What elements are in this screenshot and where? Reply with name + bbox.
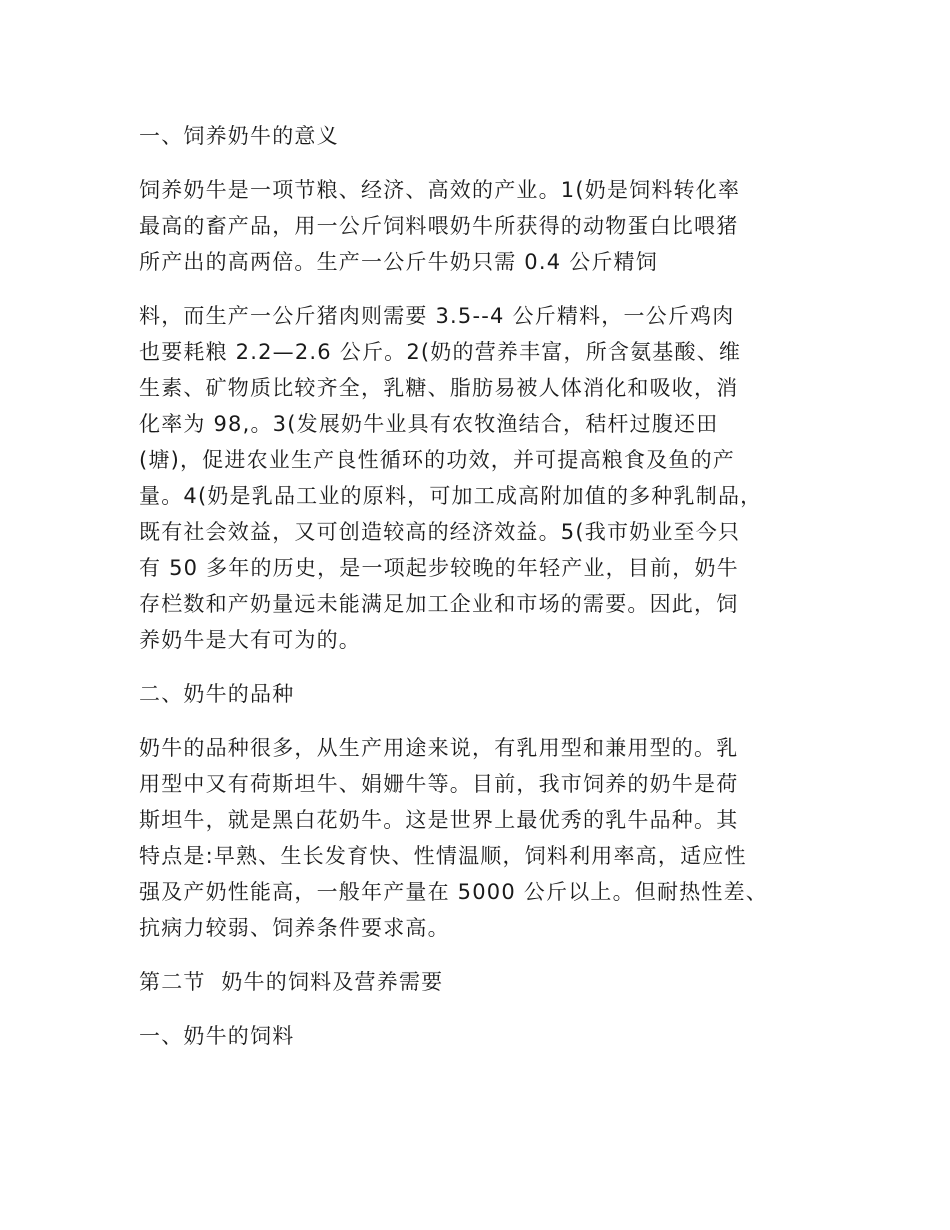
section-heading-feed-nutrition: 第二节 奶牛的饲料及营养需要 bbox=[139, 970, 444, 994]
text-line: 化率为 98,。3(发展奶牛业具有农牧渔结合，秸杆过腹还田 bbox=[139, 412, 719, 436]
document-page bbox=[139, 118, 829, 1054]
text-line: 料，而生产一公斤猪肉则需要 3.5--4 公斤精料，一公斤鸡肉 bbox=[139, 304, 735, 328]
paragraph-significance-part2 bbox=[139, 298, 829, 658]
text-line: 饲养奶牛是一项节粮、经济、高效的产业。1(奶是饲料转化率 bbox=[139, 178, 741, 202]
paragraph-breeds bbox=[139, 730, 829, 946]
text-line: 生素、矿物质比较齐全，乳糖、脂肪易被人体消化和吸收，消 bbox=[139, 376, 739, 400]
text-line: 奶牛的品种很多，从生产用途来说，有乳用型和兼用型的。乳 bbox=[139, 736, 739, 760]
text-line: (塘)，促进农业生产良性循环的功效，并可提高粮食及鱼的产 bbox=[139, 448, 735, 472]
section-heading-feed: 一、奶牛的饲料 bbox=[139, 1024, 295, 1048]
text-line: 存栏数和产奶量远未能满足加工企业和市场的需要。因此，饲 bbox=[139, 592, 739, 616]
text-line: 用型中又有荷斯坦牛、娟姗牛等。目前，我市饲养的奶牛是荷 bbox=[139, 772, 739, 796]
text-line: 有 50 多年的历史，是一项起步较晚的年轻产业，目前，奶牛 bbox=[139, 556, 739, 580]
text-line: 斯坦牛，就是黑白花奶牛。这是世界上最优秀的乳牛品种。其 bbox=[139, 808, 739, 832]
text-line: 所产出的高两倍。生产一公斤牛奶只需 0.4 公斤精饲 bbox=[139, 250, 658, 274]
text-line: 特点是:早熟、生长发育快、性情温顺，饲料利用率高，适应性 bbox=[139, 844, 747, 868]
paragraph-significance-part1 bbox=[139, 172, 829, 280]
text-line: 也要耗粮 2.2—2.6 公斤。2(奶的营养丰富，所含氨基酸、维 bbox=[139, 340, 742, 364]
text-line: 养奶牛是大有可为的。 bbox=[139, 628, 361, 652]
text-line: 强及产奶性能高，一般年产量在 5000 公斤以上。但耐热性差、 bbox=[139, 880, 768, 904]
section-heading-breeds: 二、奶牛的品种 bbox=[139, 682, 295, 706]
text-line: 既有社会效益，又可创造较高的经济效益。5(我市奶业至今只 bbox=[139, 520, 741, 544]
text-line: 抗病力较弱、饲养条件要求高。 bbox=[139, 916, 450, 940]
section-heading-significance: 一、饲养奶牛的意义 bbox=[139, 124, 339, 148]
text-line: 最高的畜产品，用一公斤饲料喂奶牛所获得的动物蛋白比喂猪 bbox=[139, 214, 739, 238]
text-line: 量。4(奶是乳品工业的原料，可加工成高附加值的多种乳制品， bbox=[139, 484, 763, 508]
